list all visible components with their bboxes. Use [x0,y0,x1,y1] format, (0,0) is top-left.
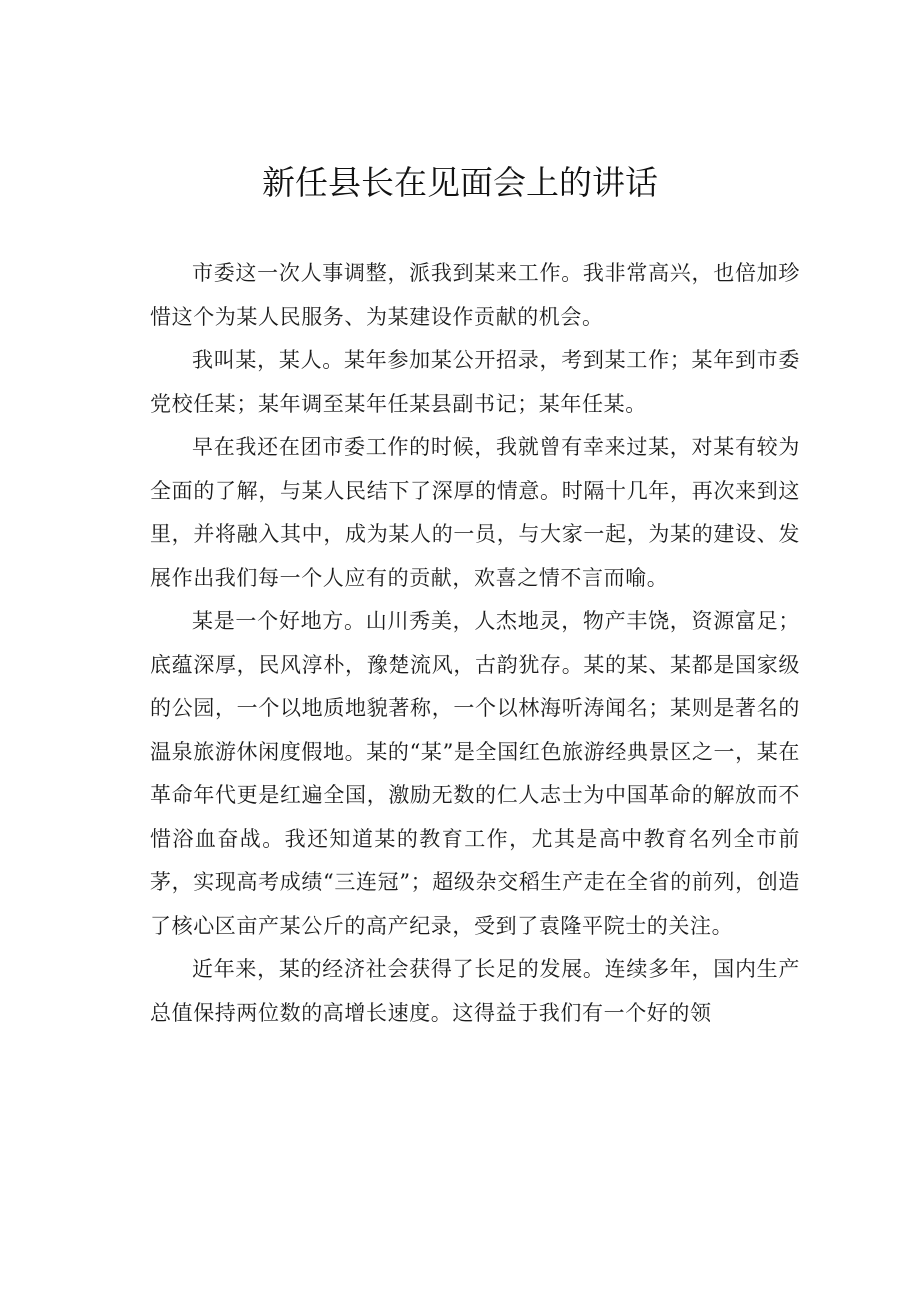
document-body [150,252,800,1035]
paragraph-1: 市委这一次人事调整，派我到某来工作。我非常高兴，也倍加珍惜这个为某人民服务、为某建设作贡献的机会。 [150,261,800,329]
paragraph-3: 早在我还在团市委工作的时候，我就曾有幸来过某，对某有较为全面的了解，与某人民结下了深厚的情意。时隔十几年，再次来到这里，并将融入其中，成为某人的一员，与大家一起，为某的建设、发展作出我们每一个人应有的贡献，欢喜之情不言而喻。 [150,435,800,590]
paragraph-5: 近年来，某的经济社会获得了长足的发展。连续多年，国内生产总值保持两位数的高增长速度。这得益于我们有一个好的领 [150,957,800,1025]
paragraph-2: 我叫某，某人。某年参加某公开招录，考到某工作；某年到市委党校任某；某年调至某年任某县副书记；某年任某。 [150,348,800,416]
document-title: 新任县长在见面会上的讲话 [262,163,658,202]
paragraph-4: 某是一个好地方。山川秀美，人杰地灵，物产丰饶，资源富足；底蕴深厚，民风淳朴，豫楚流风，古韵犹存。某的某、某都是国家级的公园，一个以地质地貌著称，一个以林海听涛闻名；某则是著名的温泉旅游休闲度假地。某的“某”是全国红色旅游经典景区之一，某在革命年代更是红遍全国，激励无数的仁人志士为中国革命的解放而不惜浴血奋战。我还知道某的教育工作，尤其是高中教育名列全市前茅，实现高考成绩“三连冠”；超级杂交稻生产走在全省的前列，创造了核心区亩产某公斤的高产纪录，受到了袁隆平院士的关注。 [150,609,800,938]
